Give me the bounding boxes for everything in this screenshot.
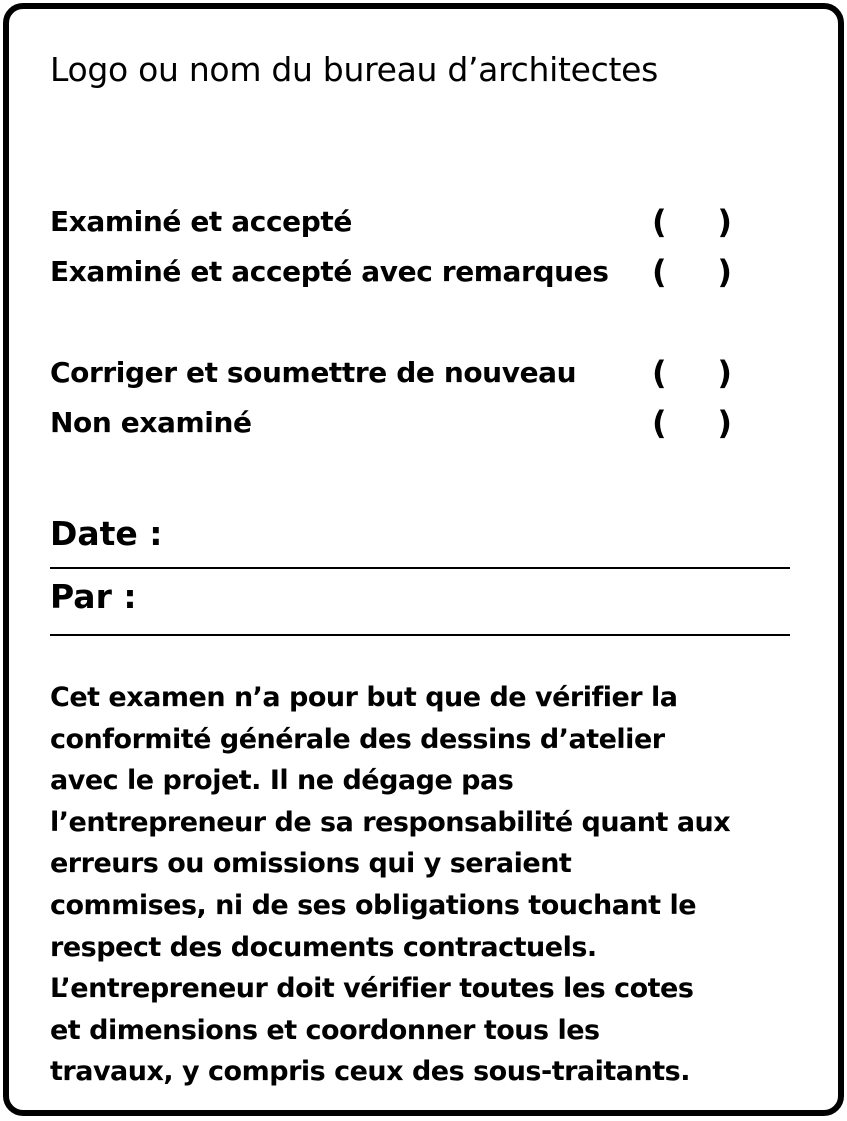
date-label: Date :	[50, 514, 163, 553]
review-disclaimer	[50, 677, 795, 1093]
date-signature-line	[50, 567, 790, 569]
by-signature-line	[50, 634, 790, 636]
checkbox-revise-resubmit[interactable]	[652, 353, 732, 393]
option-label-not-reviewed: Non examiné	[50, 406, 252, 439]
checkbox-accepted-with-remarks[interactable]	[652, 252, 732, 292]
disclaimer-line: avec le projet. Il ne dégage pas	[50, 765, 514, 797]
checkbox-open-paren: (	[652, 253, 667, 291]
by-label: Par :	[50, 577, 137, 616]
option-label-accepted: Examiné et accepté	[50, 205, 352, 238]
option-label-revise-resubmit: Corriger et soumettre de nouveau	[50, 356, 577, 389]
checkbox-close-paren: )	[717, 203, 732, 241]
checkbox-open-paren: (	[652, 354, 667, 392]
disclaimer-line: erreurs ou omissions qui y seraient	[50, 848, 572, 880]
checkbox-not-reviewed[interactable]	[652, 403, 732, 443]
checkbox-close-paren: )	[717, 253, 732, 291]
disclaimer-line: l’entrepreneur de sa responsabilité quant aux	[50, 806, 731, 838]
checkbox-close-paren: )	[717, 354, 732, 392]
architect-logo-placeholder: Logo ou nom du bureau d’architectes	[50, 50, 658, 89]
option-label-accepted-with-remarks: Examiné et accepté avec remarques	[50, 255, 609, 288]
checkbox-close-paren: )	[717, 404, 732, 442]
checkbox-open-paren: (	[652, 203, 667, 241]
disclaimer-line: respect des documents contractuels.	[50, 931, 597, 963]
disclaimer-line: et dimensions et coordonner tous les	[50, 1014, 600, 1046]
disclaimer-line: travaux, y compris ceux des sous-traitants.	[50, 1056, 690, 1088]
disclaimer-line: L’entrepreneur doit vérifier toutes les cotes	[50, 973, 694, 1005]
disclaimer-line: commises, ni de ses obligations touchant le	[50, 889, 697, 921]
disclaimer-line: Cet examen n’a pour but que de vérifier la	[50, 682, 678, 713]
checkbox-accepted[interactable]	[652, 202, 732, 242]
checkbox-open-paren: (	[652, 404, 667, 442]
disclaimer-line: conformité générale des dessins d’atelier	[50, 723, 665, 755]
